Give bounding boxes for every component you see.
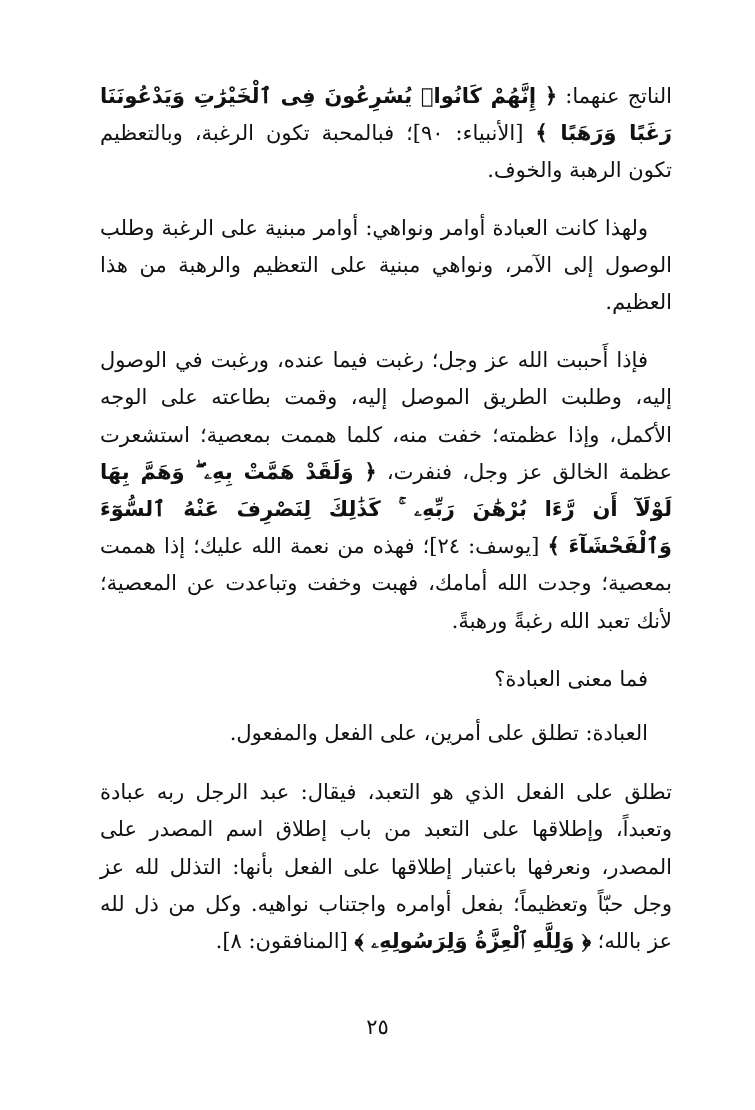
- paragraph-text: فإذا أَحببت الله عز وجل؛ رغبت فيما عنده، ورغبت في الوصول إليه، وطلبت الطريق الموصل إليه، وقمت بطاعته على الوجه الأكمل، وإذا عظمته؛ خفت منه، كلما هممت بمعصية؛ استشعرت عظمة الخالق عز وجل، فنفرت،: [100, 348, 673, 484]
- paragraph: [100, 342, 672, 640]
- question-heading: فما معنى العبادة؟: [494, 666, 648, 691]
- paragraph-text: الناتج عنهما:: [557, 84, 672, 108]
- quran-verse: ﴿ وَلَقَدْ هَمَّتْ بِهِۦ ۖ وَهَمَّ بِهَا لَوْلَآ أَن رَّءَا بُرْهَٰنَ رَبِّهِۦ ۚ كَذَٰلِكَ لِنَصْرِفَ عَنْهُ ٱلسُّوٓءَ وَٱلْفَحْشَآءَ ﴾: [100, 459, 672, 559]
- paragraph-text: [الأنبياء: ٩٠]؛ فبالمحبة تكون الرغبة، وبالتعظيم تكون الرهبة والخوف.: [100, 121, 672, 183]
- paragraph: ولهذا كانت العبادة أوامر ونواهي: أوامر مبنية على الرغبة وطلب الوصول إلى الآمر، ونواهي مبنية على التعظيم والرهبة من هذا العظيم.: [100, 215, 672, 315]
- paragraph-text: [المنافقون: ٨].: [215, 929, 355, 954]
- paragraph: [100, 774, 672, 960]
- definition-line: العبادة: تطلق على أمرين، على الفعل والمفعول.: [229, 721, 648, 746]
- paragraph: [100, 78, 672, 190]
- quran-verse: ﴿ إِنَّهُمْ كَانُوا۟ يُسَٰرِعُونَ فِى ٱلْخَيْرَٰتِ وَيَدْعُونَنَا رَغَبًا وَرَهَبًا ﴾: [100, 84, 672, 146]
- quran-verse: ﴿ وَلِلَّهِ ٱلْعِزَّةُ وَلِرَسُولِهِۦ ﴾: [354, 929, 591, 954]
- paragraph-text: تطلق على الفعل الذي هو التعبد، فيقال: عبد الرجل ربه عبادة وتعبداً، وإطلاقها على التعبد من باب إطلاق اسم المصدر على المصدر، ونعرفها باعتبار إطلاقها على الفعل بأنها: التذلل لله عز وجل حبّاً وتعظيماً؛ بفعل أوامره واجتناب نواهيه. وكل من ذل لله عز بالله؛: [100, 780, 672, 954]
- page-number: ٢٥: [366, 1015, 389, 1039]
- paragraph-text: [يوسف: ٢٤]؛ فهذه من نعمة الله عليك؛ إذا هممت بمعصية؛ وجدت الله أمامك، فهبت وخفت وتباعدت عن المعصية؛ لأنك تعبد الله رغبةً ورهبةً.: [100, 534, 672, 633]
- page-body: [100, 78, 672, 960]
